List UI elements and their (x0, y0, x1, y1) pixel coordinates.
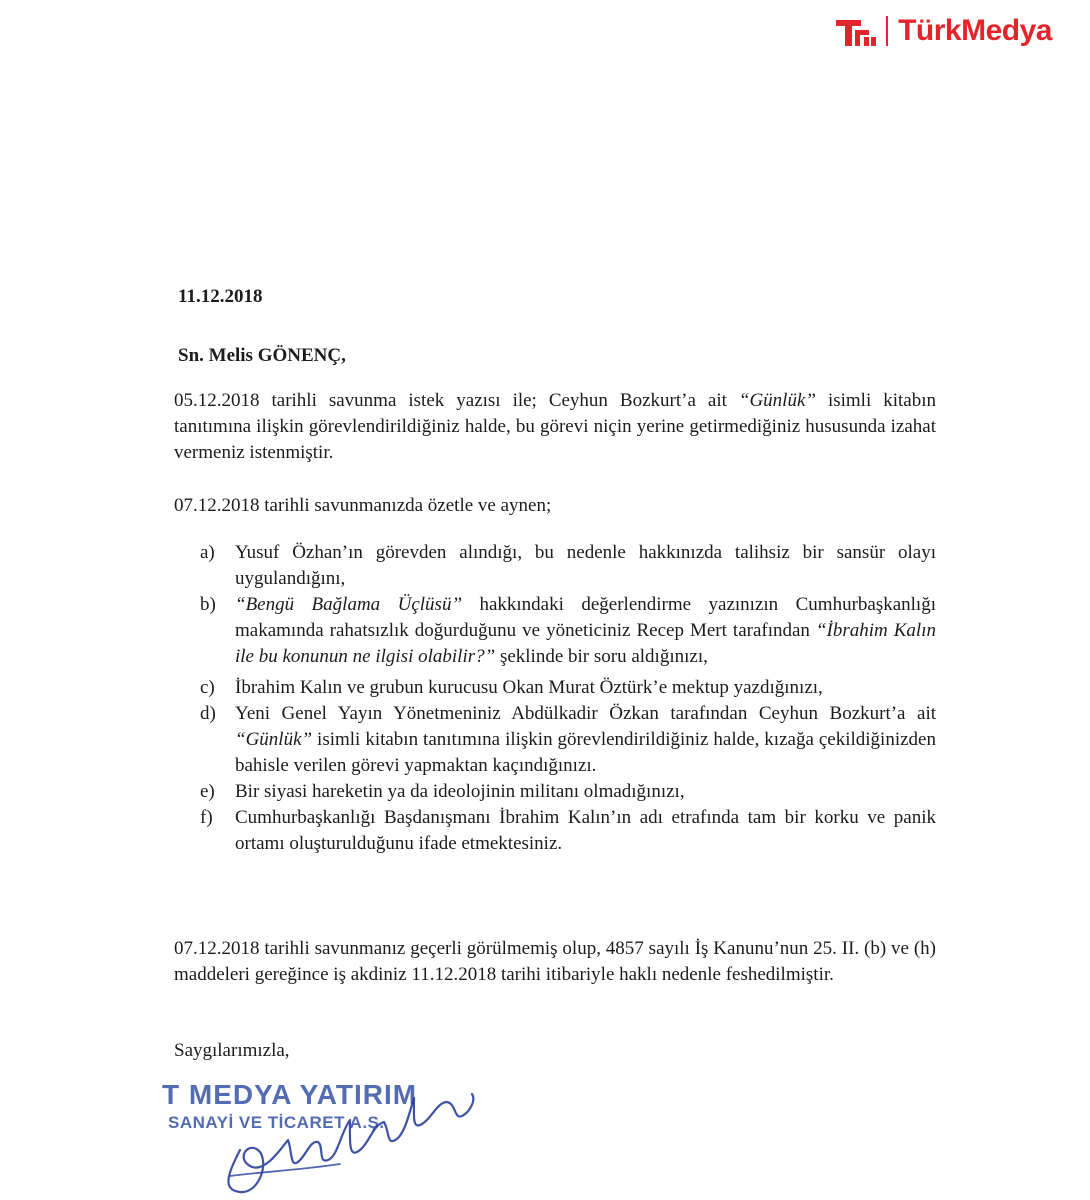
list-item-group-name: “Bengü Bağlama Üçlüsü” (235, 594, 463, 615)
list-item-quote: “İbrahim Kalın ile bu konunun ne ilgisi olabilir?” (235, 620, 936, 667)
defense-list (200, 540, 936, 857)
para1-text-a: 05.12.2018 tarihli savunma istek yazısı ile; Ceyhun Bozkurt’a ait (174, 390, 739, 411)
list-item (200, 805, 936, 857)
list-marker: d) (200, 703, 216, 724)
list-item (200, 592, 936, 670)
list-marker: b) (200, 594, 216, 615)
list-item-text: Yeni Genel Yayın Yönetmeniniz Abdülkadir Özkan tarafından Ceyhun Bozkurt’a ait (235, 703, 936, 724)
list-item-book-title: “Günlük” (235, 729, 313, 750)
signature-icon (200, 1080, 480, 1200)
list-marker: c) (200, 677, 215, 698)
para1-text-c: isimli kitabın tanıtımına ilişkin görevlendirildiğiniz halde, bu görevi niçin yerine getirmediğiniz hususunda izahat vermeniz istenmiştir. (174, 390, 936, 463)
letter-closing: Saygılarımızla, (174, 1040, 290, 1061)
list-item-text: şeklinde bir soru aldığınızı, (495, 646, 708, 667)
stamp-line-1: T MEDYA YATIRIM (162, 1079, 418, 1110)
list-item-text: Bir siyasi hareketin ya da ideolojinin militanı olmadığınızı, (235, 781, 685, 802)
tm-logo-icon (836, 14, 878, 48)
list-marker: f) (200, 807, 213, 828)
para1-book-title: “Günlük” (738, 390, 816, 411)
letter-date: 11.12.2018 (178, 286, 263, 307)
logo-text: TürkMedya (898, 14, 1052, 47)
list-item (200, 540, 936, 592)
list-item (200, 779, 936, 805)
list-marker: a) (200, 542, 215, 563)
list-item (200, 701, 936, 779)
logo-divider (886, 16, 888, 46)
paragraph-request (174, 388, 936, 466)
letter-salutation: Sn. Melis GÖNENÇ, (178, 345, 346, 366)
list-item-text: Yusuf Özhan’ın görevden alındığı, bu nedenle hakkınızda talihsiz bir sansür olayı uygulandığını, (235, 542, 936, 589)
paragraph-defense-intro: 07.12.2018 tarihli savunmanızda özetle ve aynen; (174, 495, 552, 516)
paragraph-termination: 07.12.2018 tarihli savunmanız geçerli görülmemiş olup, 4857 sayılı İş Kanunu’nun 25. II. (b) ve (h) maddeleri gereğince iş akdiniz 11.12.2018 tarihi itibariyle haklı nedenle feshedilmiştir. (174, 938, 936, 985)
list-item-text: hakkındaki değerlendirme yazınızın Cumhurbaşkanlığı makamında rahatsızlık doğurduğunu ve yöneticiniz Recep Mert tarafından (235, 594, 936, 641)
stamp-line-2: SANAYİ VE TİCARET A.Ş. (168, 1113, 385, 1132)
company-logo (836, 14, 1052, 48)
list-item-text: Cumhurbaşkanlığı Başdanışmanı İbrahim Kalın’ın adı etrafında tam bir korku ve panik ortamı oluşturulduğunu ifade etmektesiniz. (235, 807, 936, 854)
list-item (200, 675, 936, 701)
list-item-text: İbrahim Kalın ve grubun kurucusu Okan Murat Öztürk’e mektup yazdığınızı, (235, 677, 823, 698)
list-item-text: isimli kitabın tanıtımına ilişkin görevlendirildiğiniz halde, kızağa çekildiğinizden bahisle verilen görevi yapmaktan kaçındığınızı. (235, 729, 936, 776)
list-marker: e) (200, 781, 215, 802)
